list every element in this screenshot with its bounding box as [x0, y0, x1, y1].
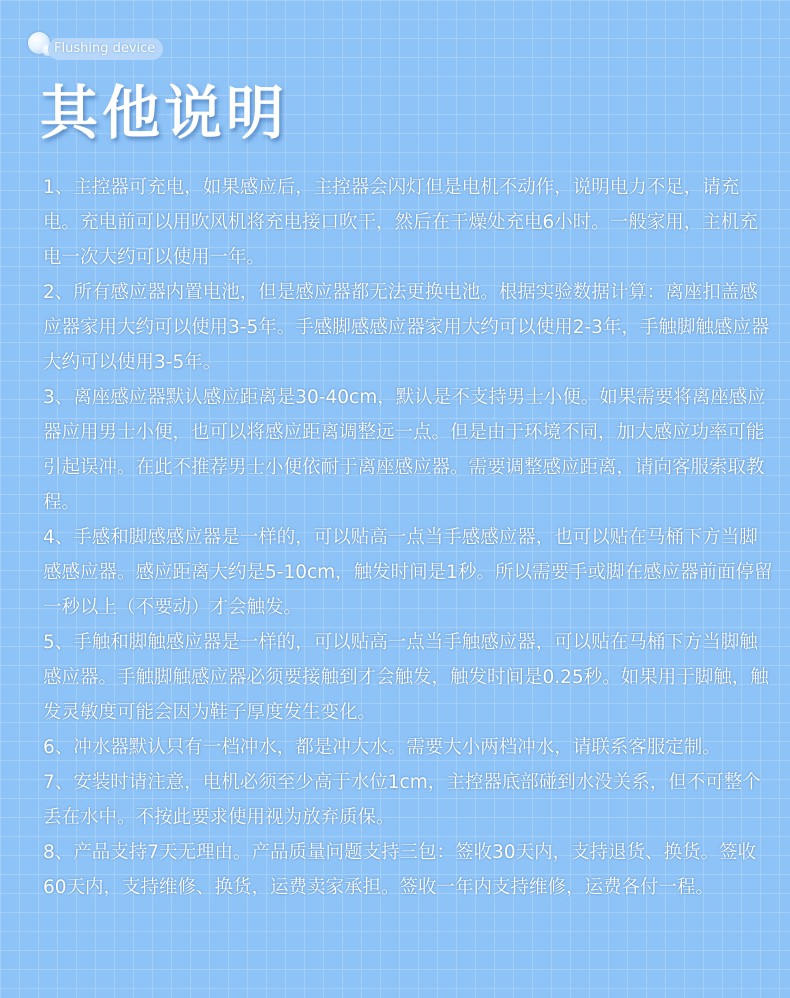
note-item-7: 7、安装时请注意，电机必须至少高于水位1cm，主控器底部碰到水没关系，但不可整个丢在水中。不按此要求使用视为放弃质保。 — [43, 772, 761, 828]
note-item-3: 3、离座感应器默认感应距离是30-40cm，默认是不支持男士小便。如果需要将离座感应器应用男士小便，也可以将感应距离调整远一点。但是由于环境不同，加大感应功率可能引起误冲。在此不推荐男士小便依耐于离座感应器。需要调整感应距离，请向客服索取教程。 — [43, 387, 766, 513]
note-item-1: 1、主控器可充电，如果感应后，主控器会闪灯但是电机不动作，说明电力不足，请充电。充电前可以用吹风机将充电接口吹干，然后在干燥处充电6小时。一般家用，主机充电一次大约可以使用一年。 — [43, 177, 758, 268]
note-item-4: 4、手感和脚感感应器是一样的，可以贴高一点当手感感应器，也可以贴在马桶下方当脚感感应器。感应距离大约是5-10cm，触发时间是1秒。所以需要手或脚在感应器前面停留一秒以上（不要动）才会触发。 — [43, 527, 773, 618]
page-title: 其他说明 — [40, 79, 289, 147]
note-item-6: 6、冲水器默认只有一档冲水，都是冲大水。需要大小两档冲水，请联系客服定制。 — [43, 737, 721, 758]
note-item-5: 5、手触和脚触感应器是一样的，可以贴高一点当手触感应器，可以贴在马桶下方当脚触感应器。手触脚触感应器必须要接触到才会触发，触发时间是0.25秒。如果用于脚触，触发灵敏度可能会因为鞋子厚度发生变化。 — [43, 632, 769, 723]
brand-label: Flushing device — [48, 38, 163, 60]
note-item-2: 2、所有感应器内置电池，但是感应器都无法更换电池。根据实验数据计算：离座扣盖感应器家用大约可以使用3-5年。手感脚感感应器家用大约可以使用2-3年，手触脚触感应器大约可以使用3-5年。 — [43, 282, 770, 373]
notes-list — [43, 170, 773, 905]
note-item-8: 8、产品支持7天无理由。产品质量问题支持三包：签收30天内，支持退货、换货。签收60天内，支持维修、换货，运费卖家承担。签收一年内支持维修，运费各付一程。 — [43, 842, 757, 898]
